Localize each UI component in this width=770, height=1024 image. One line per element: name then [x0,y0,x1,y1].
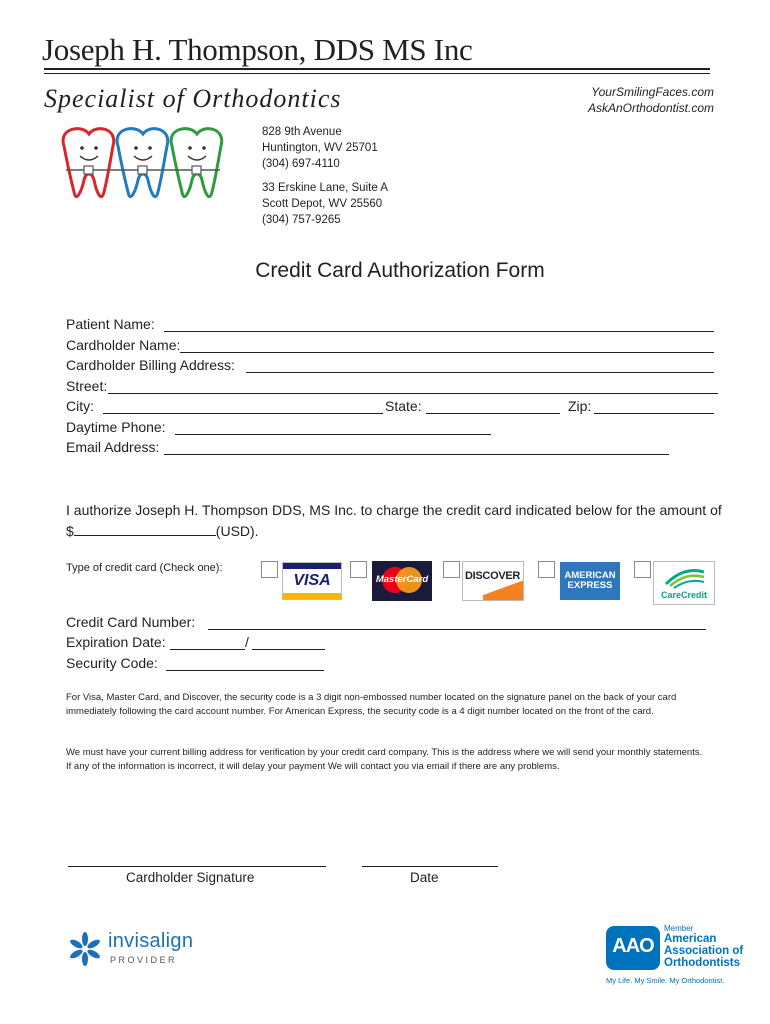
patient-name-label: Patient Name: [66,316,155,332]
address-line: 33 Erskine Lane, Suite A [262,182,388,194]
aao-member-logo [604,922,744,988]
invisalign-provider-logo [66,928,216,972]
aao-name [664,933,743,969]
cardholder-signature-label: Cardholder Signature [126,870,255,885]
carecredit-logo [653,561,715,605]
card-number-label: Credit Card Number: [66,614,196,630]
expiration-month-field[interactable] [170,649,245,650]
billing-address-label: Cardholder Billing Address: [66,357,235,373]
state-field[interactable] [426,413,560,414]
aao-name-line: Association of [664,945,744,957]
address-line: Huntington, WV 25701 [262,142,378,154]
security-code-note: For Visa, Master Card, and Discover, the security code is a 3 digit non-embossed number located on the signature panel on the back of your card immediately following the card account number. For American Express, the security code is a 4 digit number located on the front of the card. [66,692,677,717]
zip-label: Zip: [568,398,592,414]
patient-name-field[interactable] [164,331,714,332]
mastercard-logo-text: MasterCard [375,574,429,585]
city-label: City: [66,398,94,414]
cardholder-name-field[interactable] [180,352,714,353]
aao-name-line: American [664,933,717,945]
address-line: Scott Depot, WV 25560 [262,198,383,210]
expiration-year-field[interactable] [252,649,325,650]
office-address-huntington [262,124,378,172]
discover-logo [462,561,524,601]
billing-address-field[interactable] [246,372,714,373]
visa-checkbox[interactable] [261,561,278,578]
amount-field[interactable] [74,521,216,536]
amex-checkbox[interactable] [538,561,555,578]
aao-badge-text: AAO [612,935,654,957]
amex-logo-text: AMERICAN EXPRESS [564,570,616,591]
visa-logo [282,562,342,600]
carecredit-checkbox[interactable] [634,561,651,578]
phone-number: (304) 697-4110 [262,158,340,170]
phone-number: (304) 757-9265 [262,214,341,226]
daytime-phone-field[interactable] [175,434,491,435]
street-label: Street: [66,378,108,394]
header-rule-thin [44,73,710,74]
green-tooth-icon [171,129,222,197]
currency-text: (USD). [215,523,259,539]
carecredit-logo-text: CareCredit [660,590,707,600]
mastercard-checkbox[interactable] [350,561,367,578]
state-label: State: [385,398,422,414]
cardholder-signature-field[interactable] [68,866,326,867]
cardholder-name-label: Cardholder Name: [66,337,181,353]
signature-date-label: Date [410,870,439,885]
security-code-label: Security Code: [66,655,158,671]
discover-checkbox[interactable] [443,561,460,578]
red-tooth-icon [63,129,114,197]
aao-badge [606,926,660,970]
daytime-phone-label: Daytime Phone: [66,419,166,435]
form-title: Credit Card Authorization Form [255,259,545,282]
website-link-2[interactable]: AskAnOrthodontist.com [587,101,714,115]
aao-name-line: Orthodontists [664,957,741,969]
card-type-label: Type of credit card (Check one): [66,562,223,574]
email-label: Email Address: [66,439,160,455]
authorization-statement [66,500,726,542]
aao-member-text: Member [664,924,694,933]
zip-field[interactable] [594,413,714,414]
invisalign-star-icon [66,930,104,968]
amex-logo [560,562,620,600]
expiration-label: Expiration Date: [66,634,166,650]
card-number-field[interactable] [208,629,706,630]
discover-logo-text: DISCOVER [465,570,521,582]
practice-tagline: Specialist of Orthodontics [44,84,342,113]
address-line: 828 9th Avenue [262,126,342,138]
carecredit-swoosh-icon [654,562,714,590]
street-field[interactable] [108,393,718,394]
website-link-1[interactable]: YourSmilingFaces.com [591,85,714,99]
office-address-scott-depot [262,180,388,228]
email-field[interactable] [164,454,669,455]
security-code-field[interactable] [166,670,324,671]
smiling-teeth-logo [56,124,228,214]
practice-name: Joseph H. Thompson, DDS MS Inc [42,32,473,67]
blue-tooth-icon [117,129,168,197]
mastercard-logo [372,561,432,601]
aao-slogan: My Life. My Smile. My Orthodontist. [606,976,725,985]
city-field[interactable] [103,413,383,414]
billing-address-note: We must have your current billing address for verification by your credit card company. This is the address where we will send your monthly statements. If any of the information is incorrect, it will delay your payment We will contact you via email if there are any problems. [66,747,703,772]
invisalign-provider-text: PROVIDER [110,955,178,965]
invisalign-text: invisalign [108,930,194,952]
visa-logo-text: VISA [293,572,331,589]
authorization-text: I authorize Joseph H. Thompson DDS, MS Inc. to charge the credit card indicated below for the amount of $ [66,502,722,539]
expiration-slash: / [245,634,249,650]
header-rule [44,68,710,70]
signature-date-field[interactable] [362,866,498,867]
